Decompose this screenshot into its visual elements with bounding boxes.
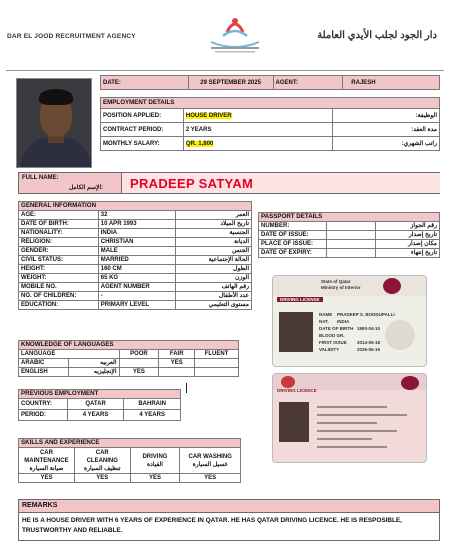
general-row-label-ar: الجنس (176, 247, 252, 256)
text-cursor (186, 383, 187, 393)
skill-name-ar: صيانة السيارة (29, 465, 64, 472)
general-row-label: RELIGION: (19, 238, 99, 247)
lang-header-fluent: FLUENT (195, 350, 239, 359)
card-dob-value: 1993-04-10 (357, 326, 381, 331)
skill-value: YES (74, 474, 130, 483)
lang-name-ar: العربيه (68, 359, 119, 368)
general-row-value: MALE (98, 247, 176, 256)
general-row-value: MARRIED (98, 256, 176, 265)
driving-license-card-front (272, 275, 427, 367)
skill-name-en2: MAINTENANCE (24, 457, 69, 464)
card-hologram (385, 320, 415, 350)
card-nat-label: NAT. (319, 319, 329, 324)
skill-name-en: CAR (39, 449, 53, 456)
skill-name-ar: تنظيف السيارة (83, 465, 121, 472)
general-row-label: NATIONALITY: (19, 229, 99, 238)
skill-name (19, 448, 75, 474)
card-header-title: DRIVING LICENSE (277, 297, 323, 302)
general-row-value: 65 KG (98, 274, 176, 283)
skill-name-en2: CLEANING (86, 457, 118, 464)
remarks-text: HE IS A HOUSE DRIVER WITH 6 YEARS OF EXPERIENCE IN QATAR. HE HAS QATAR DRIVING LICENCE. HE IS RESPOSIBLE, TRUSTWORTHY AND RELIABLE. (22, 517, 402, 534)
lang-fluent (195, 359, 239, 368)
skill-value: YES (180, 474, 241, 483)
date-value: 29 SEPTEMBER 2025 (188, 76, 273, 90)
lang-fluent (195, 368, 239, 377)
passport-row-label: DATE OF ISSUE: (259, 231, 327, 240)
skill-value: YES (19, 474, 75, 483)
general-row-label-ar: الديانة (176, 238, 252, 247)
period-value: 4 YEARS (124, 410, 181, 421)
agency-logo (205, 12, 265, 58)
lang-name: ENGLISH (19, 368, 69, 377)
card-name-label: NAME (319, 312, 333, 317)
lang-fair (159, 368, 195, 377)
lang-header-language: LANGUAGE (19, 350, 120, 359)
card-state-label: State of Qatar (321, 279, 351, 284)
passport-details-table (258, 212, 440, 258)
period-value: 4 YEARS (67, 410, 124, 421)
general-row-label-ar: العمر (176, 211, 252, 220)
general-row-value: 160 CM (98, 265, 176, 274)
position-value: HOUSE DRIVER (185, 112, 232, 119)
languages-title: KNOWLEDGE OF LANGUAGES (19, 341, 239, 350)
general-information-table (18, 201, 252, 310)
period-label: PERIOD: (19, 410, 68, 421)
full-name-value: PRADEEP SATYAM (130, 176, 254, 191)
skills-title: SKILLS AND EXPERIENCE (19, 439, 241, 448)
country-value: QATAR (67, 399, 124, 410)
full-name-label-ar: الإسم الكامل: (69, 185, 104, 191)
general-row-label: NO. OF CHILDREN: (19, 292, 99, 301)
skill-value: YES (130, 474, 180, 483)
full-name-label: FULL NAME: (22, 175, 59, 181)
contract-label-ar: مدة العقد: (333, 123, 440, 137)
dl-text-line (317, 438, 372, 440)
dl-text-line (317, 430, 397, 432)
skill-name-en: CAR WASHING (188, 453, 232, 460)
passport-row-value (326, 231, 375, 240)
passport-row-value (326, 222, 375, 231)
passport-row-label-ar: رقم الجواز (376, 222, 440, 231)
general-row-label-ar: عدد الأطفال (176, 292, 252, 301)
salary-value: QR. 1,800 (185, 140, 214, 147)
card-first-issue-label: FIRST ISSUE (319, 340, 347, 345)
date-agent-table (100, 75, 440, 90)
full-name-box (18, 172, 440, 194)
passport-title: PASSPORT DETAILS (259, 213, 440, 222)
agency-name-arabic: دار الجود لجلب الأيدي العاملة (317, 30, 437, 41)
contract-label: CONTRACT PERIOD: (101, 123, 184, 137)
skill-name-en: DRIVING (142, 453, 168, 460)
remarks-box (18, 499, 440, 541)
agent-label: AGENT: (273, 76, 343, 90)
general-row-value: AGENT NUMBER (98, 283, 176, 292)
general-row-label: AGE: (19, 211, 99, 220)
general-row-label-ar: مستوى التعليمي (176, 301, 252, 310)
passport-row-label: DATE OF EXPIRY: (259, 249, 327, 258)
passport-row-value (326, 240, 375, 249)
dl-text-line (317, 414, 407, 416)
skill-name (130, 448, 180, 474)
general-row-label: WEIGHT: (19, 274, 99, 283)
passport-row-label-ar: تاريخ إنتهاء (376, 249, 440, 258)
general-row-label-ar: الوزن (176, 274, 252, 283)
card-validity-label: VALIDITY (319, 347, 340, 352)
dl-header-title: DRIVING LICENCE (277, 388, 317, 393)
general-row-label-ar: الجنسية (176, 229, 252, 238)
card-dob-label: DATE OF BIRTH (319, 326, 354, 331)
driving-license-card-back (272, 373, 427, 463)
general-row-value: INDIA (98, 229, 176, 238)
lang-name-ar: الإنجليزيه (68, 368, 119, 377)
dl-photo (279, 402, 309, 442)
general-title: GENERAL INFORMATION (19, 202, 252, 211)
employment-title: EMPLOYMENT DETAILS (101, 98, 440, 109)
general-row-value: - (98, 292, 176, 301)
lang-poor (119, 359, 159, 368)
agency-name-english: DAR EL JOOD RECRUITMENT AGENCY (7, 33, 136, 40)
card-validity-value: 2026-05-19 (357, 347, 381, 352)
position-cell (183, 109, 332, 123)
employment-details-table (100, 97, 440, 151)
general-row-value: 10 APR 1993 (98, 220, 176, 229)
lang-header-fair: FAIR (159, 350, 195, 359)
skills-table (18, 438, 241, 483)
passport-row-value (326, 249, 375, 258)
general-row-value: 32 (98, 211, 176, 220)
header-divider (6, 70, 444, 71)
card-nat-value: INDIA (337, 319, 350, 324)
qatar-emblem-icon (383, 278, 401, 294)
general-row-label-ar: رقم الهاتف (176, 283, 252, 292)
passport-row-label: PLACE OF ISSUE: (259, 240, 327, 249)
salary-cell (183, 137, 332, 151)
general-row-value: CHRISTIAN (98, 238, 176, 247)
general-row-label: GENDER: (19, 247, 99, 256)
previous-title: PREVIOUS EMPLOYMENT (19, 390, 181, 399)
full-name-value-box (121, 173, 440, 193)
general-row-label-ar: تاريخ الميلاد (176, 220, 252, 229)
skill-name-ar: القيادة (146, 461, 163, 468)
general-row-label: DATE OF BIRTH: (19, 220, 99, 229)
remarks-title: REMARKS (19, 500, 439, 513)
passport-row-label: NUMBER: (259, 222, 327, 231)
general-row-label: CIVIL STATUS: (19, 256, 99, 265)
skill-name-ar: غسيل السيارة (192, 461, 228, 468)
skill-name-en: CAR (95, 449, 109, 456)
general-row-label-ar: الطول (176, 265, 252, 274)
position-label: POSITION APPLIED: (101, 109, 184, 123)
passport-row-label-ar: تاريخ إصدار (376, 231, 440, 240)
skill-name (74, 448, 130, 474)
dl-text-line (317, 422, 377, 424)
previous-employment-table (18, 389, 181, 421)
country-value: BAHRAIN (124, 399, 181, 410)
skill-name (180, 448, 241, 474)
general-row-label: MOBILE NO. (19, 283, 99, 292)
country-label: COUNTRY: (19, 399, 68, 410)
card-name-value: PRADEEP S. BODDUPALLI (337, 312, 395, 317)
general-row-label-ar: الحالة الإجتماعية (176, 256, 252, 265)
dl-qatar-emblem-icon (401, 376, 419, 390)
dl-text-line (317, 406, 387, 408)
general-row-label: HEIGHT: (19, 265, 99, 274)
lang-header-poor: POOR (119, 350, 159, 359)
salary-label: MONTHLY SALARY: (101, 137, 184, 151)
card-ministry-label: Ministry of Interior (321, 285, 361, 290)
passport-row-label-ar: مكان إصدار (376, 240, 440, 249)
agent-value: RAJESH (343, 76, 440, 90)
general-row-value: PRIMARY LEVEL (98, 301, 176, 310)
salary-label-ar: راتب الشهري: (333, 137, 440, 151)
position-label-ar: الوظيفة: (333, 109, 440, 123)
candidate-photo (16, 78, 92, 168)
card-photo (279, 312, 313, 352)
languages-table (18, 340, 239, 377)
card-blood-label: BLOOD GR. (319, 333, 345, 338)
general-row-label: EDUCATION: (19, 301, 99, 310)
lang-name: ARABIC (19, 359, 69, 368)
date-label: DATE: (101, 76, 189, 90)
dl-text-line (317, 446, 387, 448)
card-first-issue-value: 2014-05-18 (357, 340, 381, 345)
contract-value: 2 YEARS (183, 123, 332, 137)
lang-fair: YES (159, 359, 195, 368)
lang-poor: YES (119, 368, 159, 377)
dl-emblem-icon (281, 376, 295, 388)
